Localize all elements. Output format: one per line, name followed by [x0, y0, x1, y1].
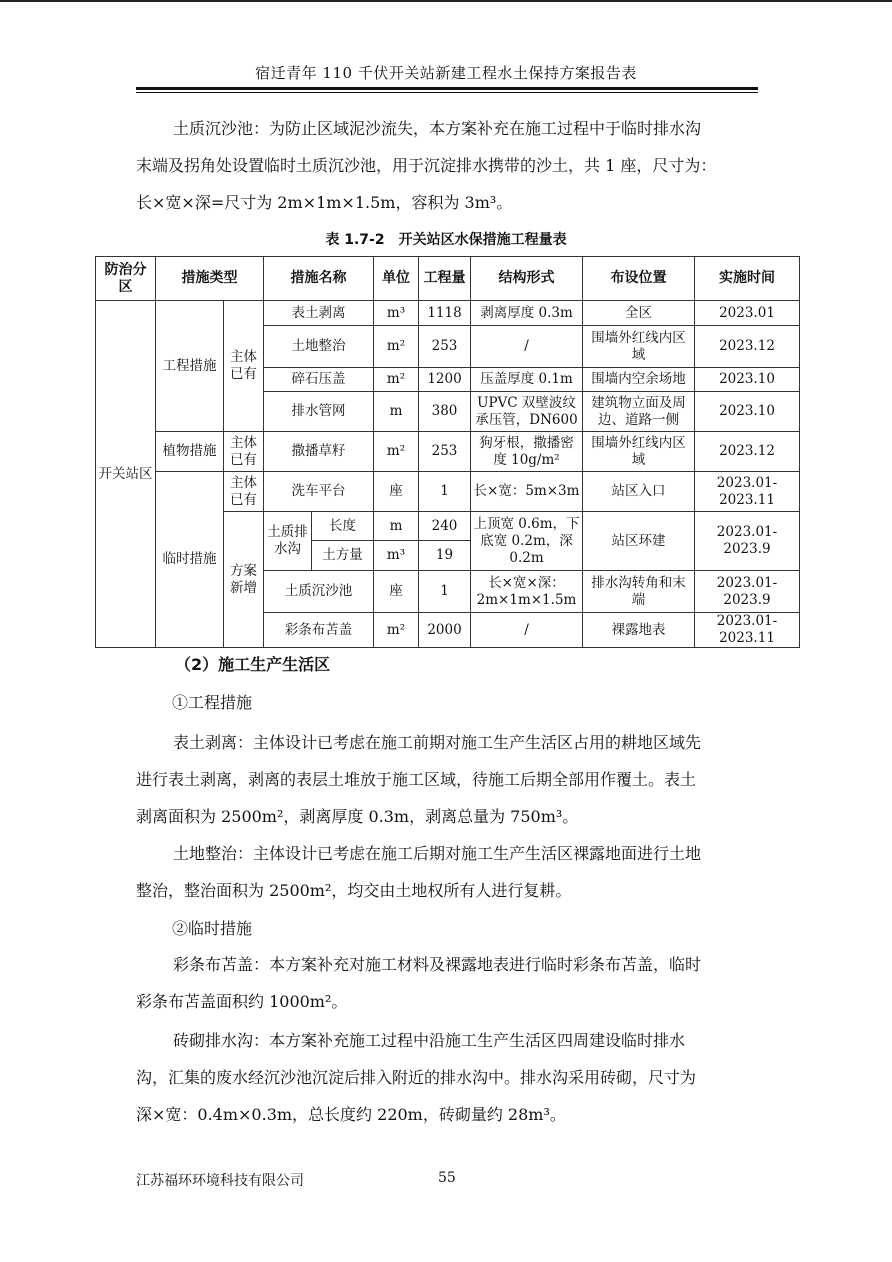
- text-line: 土质沉沙池：为防止区域泥沙流失，本方案补充在施工过程中于临时排水沟: [173, 119, 702, 138]
- header-rule-thin: [136, 92, 758, 93]
- subsection-heading-temporary: ②临时措施: [172, 919, 253, 938]
- measure-name: 土地整治: [264, 326, 374, 368]
- col-header-qty: 工程量: [419, 257, 471, 301]
- structure-cell: 压盖厚度 0.1m: [471, 368, 583, 392]
- time-cell: 2023.12: [695, 432, 800, 472]
- text-line: 剥离面积为 2500m²，剥离厚度 0.3m，剥离总量为 750m³。: [136, 807, 579, 826]
- time-cell: 2023.01-2023.11: [695, 472, 800, 512]
- zone-cell: 开关站区: [96, 301, 156, 648]
- time-cell: 2023.01-2023.9: [695, 571, 800, 613]
- source-cell: 方案新增: [224, 512, 264, 648]
- paragraph-cover: [136, 946, 758, 1020]
- structure-cell: 上顶宽 0.6m，下底宽 0.2m，深 0.2m: [471, 512, 583, 571]
- text-line: 彩条布苫盖面积约 1000m²。: [136, 992, 348, 1011]
- text-line: 土地整治：主体设计已考虑在施工后期对施工生产生活区裸露地面进行土地: [173, 844, 702, 863]
- measures-table: [95, 256, 800, 648]
- unit-cell: m²: [374, 432, 419, 472]
- measure-name: 洗车平台: [264, 472, 374, 512]
- text-line: 整治，整治面积为 2500m²，均交由土地权所有人进行复耕。: [136, 881, 572, 900]
- col-header-unit: 单位: [374, 257, 419, 301]
- table-caption: 表 1.7-2 开关站区水保措施工程量表: [325, 232, 567, 248]
- source-cell: 主体已有: [224, 432, 264, 472]
- col-header-time: 实施时间: [695, 257, 800, 301]
- qty-cell: 253: [419, 326, 471, 368]
- location-cell: 站区入口: [583, 472, 695, 512]
- time-cell: 2023.10: [695, 368, 800, 392]
- qty-cell: 1118: [419, 301, 471, 326]
- unit-cell: m: [374, 392, 419, 432]
- qty-cell: 380: [419, 392, 471, 432]
- location-cell: 围墙外红线内区域: [583, 326, 695, 368]
- paragraph-brick-ditch: [136, 1022, 758, 1133]
- paragraph-land-remediation: [136, 835, 758, 909]
- table-row: [96, 472, 800, 512]
- location-cell: 全区: [583, 301, 695, 326]
- text-line: 表土剥离：主体设计已考虑在施工前期对施工生产生活区占用的耕地区域先: [173, 733, 702, 752]
- time-cell: 2023.01-2023.9: [695, 512, 800, 571]
- measure-name: 长度: [312, 512, 374, 541]
- measure-name: 撒播草籽: [264, 432, 374, 472]
- location-cell: 围墙外红线内区域: [583, 432, 695, 472]
- location-cell: 围墙内空余场地: [583, 368, 695, 392]
- unit-cell: m: [374, 512, 419, 541]
- unit-cell: m²: [374, 368, 419, 392]
- qty-cell: 240: [419, 512, 471, 541]
- qty-cell: 1: [419, 472, 471, 512]
- location-cell: 建筑物立面及周边、道路一侧: [583, 392, 695, 432]
- footer-company: 江苏福环环境科技有限公司: [136, 1173, 304, 1189]
- time-cell: 2023.10: [695, 392, 800, 432]
- structure-cell: 狗牙根，撒播密度 10g/m²: [471, 432, 583, 472]
- table-row: [96, 301, 800, 326]
- measure-name: 表土剥离: [264, 301, 374, 326]
- col-header-zone: 防治分区: [96, 257, 156, 301]
- structure-cell: 长×宽：5m×3m: [471, 472, 583, 512]
- category-cell: 临时措施: [156, 472, 224, 648]
- measure-name: 彩条布苫盖: [264, 613, 374, 648]
- running-header: 宿迁青年 110 千伏开关站新建工程水土保持方案报告表: [255, 64, 637, 82]
- structure-cell: UPVC 双壁波纹承压管，DN600: [471, 392, 583, 432]
- unit-cell: 座: [374, 472, 419, 512]
- category-cell: 植物措施: [156, 432, 224, 472]
- qty-cell: 1200: [419, 368, 471, 392]
- col-header-type: 措施类型: [156, 257, 264, 301]
- text-line: 长×宽×深=尺寸为 2m×1m×1.5m，容积为 3m³。: [136, 193, 513, 212]
- unit-cell: m²: [374, 613, 419, 648]
- qty-cell: 253: [419, 432, 471, 472]
- structure-cell: 长×宽×深：2m×1m×1.5m: [471, 571, 583, 613]
- source-cell: 主体已有: [224, 301, 264, 432]
- category-cell: 工程措施: [156, 301, 224, 432]
- text-line: 进行表土剥离，剥离的表层土堆放于施工区域，待施工后期全部用作覆土。表土: [136, 770, 697, 789]
- unit-cell: m³: [374, 541, 419, 571]
- measure-name: 排水管网: [264, 392, 374, 432]
- time-cell: 2023.01: [695, 301, 800, 326]
- time-cell: 2023.01-2023.11: [695, 613, 800, 648]
- measure-name: 土质沉沙池: [264, 571, 374, 613]
- location-cell: 站区环建: [583, 512, 695, 571]
- paragraph-sand-pool: [136, 110, 758, 221]
- ditch-group-cell: 土质排水沟: [264, 512, 312, 571]
- text-line: 沟，汇集的废水经沉沙池沉淀后排入附近的排水沟中。排水沟采用砖砌，尺寸为: [136, 1068, 697, 1087]
- table-row: [96, 432, 800, 472]
- qty-cell: 1: [419, 571, 471, 613]
- location-cell: 排水沟转角和末端: [583, 571, 695, 613]
- location-cell: 裸露地表: [583, 613, 695, 648]
- paragraph-topsoil: [136, 724, 758, 835]
- header-rule: [136, 87, 758, 90]
- col-header-name: 措施名称: [264, 257, 374, 301]
- page-number: 55: [438, 1170, 456, 1186]
- table-header-row: [96, 257, 800, 301]
- section-heading: （2）施工生产生活区: [175, 655, 331, 674]
- unit-cell: m³: [374, 301, 419, 326]
- structure-cell: 剥离厚度 0.3m: [471, 301, 583, 326]
- qty-cell: 2000: [419, 613, 471, 648]
- subsection-heading-engineering: ①工程措施: [172, 693, 253, 712]
- col-header-location: 布设位置: [583, 257, 695, 301]
- page-top-border: [0, 0, 892, 2]
- qty-cell: 19: [419, 541, 471, 571]
- structure-cell: /: [471, 613, 583, 648]
- text-line: 深×宽：0.4m×0.3m，总长度约 220m，砖砌量约 28m³。: [136, 1105, 566, 1124]
- text-line: 砖砌排水沟：本方案补充施工过程中沿施工生产生活区四周建设临时排水: [173, 1031, 686, 1050]
- structure-cell: /: [471, 326, 583, 368]
- measure-name: 土方量: [312, 541, 374, 571]
- measure-name: 碎石压盖: [264, 368, 374, 392]
- text-line: 末端及拐角处设置临时土质沉沙池，用于沉淀排水携带的沙土，共 1 座，尺寸为：: [136, 156, 717, 175]
- unit-cell: m²: [374, 326, 419, 368]
- col-header-structure: 结构形式: [471, 257, 583, 301]
- text-line: 彩条布苫盖：本方案补充对施工材料及裸露地表进行临时彩条布苫盖，临时: [173, 955, 702, 974]
- time-cell: 2023.12: [695, 326, 800, 368]
- source-cell: 主体已有: [224, 472, 264, 512]
- unit-cell: 座: [374, 571, 419, 613]
